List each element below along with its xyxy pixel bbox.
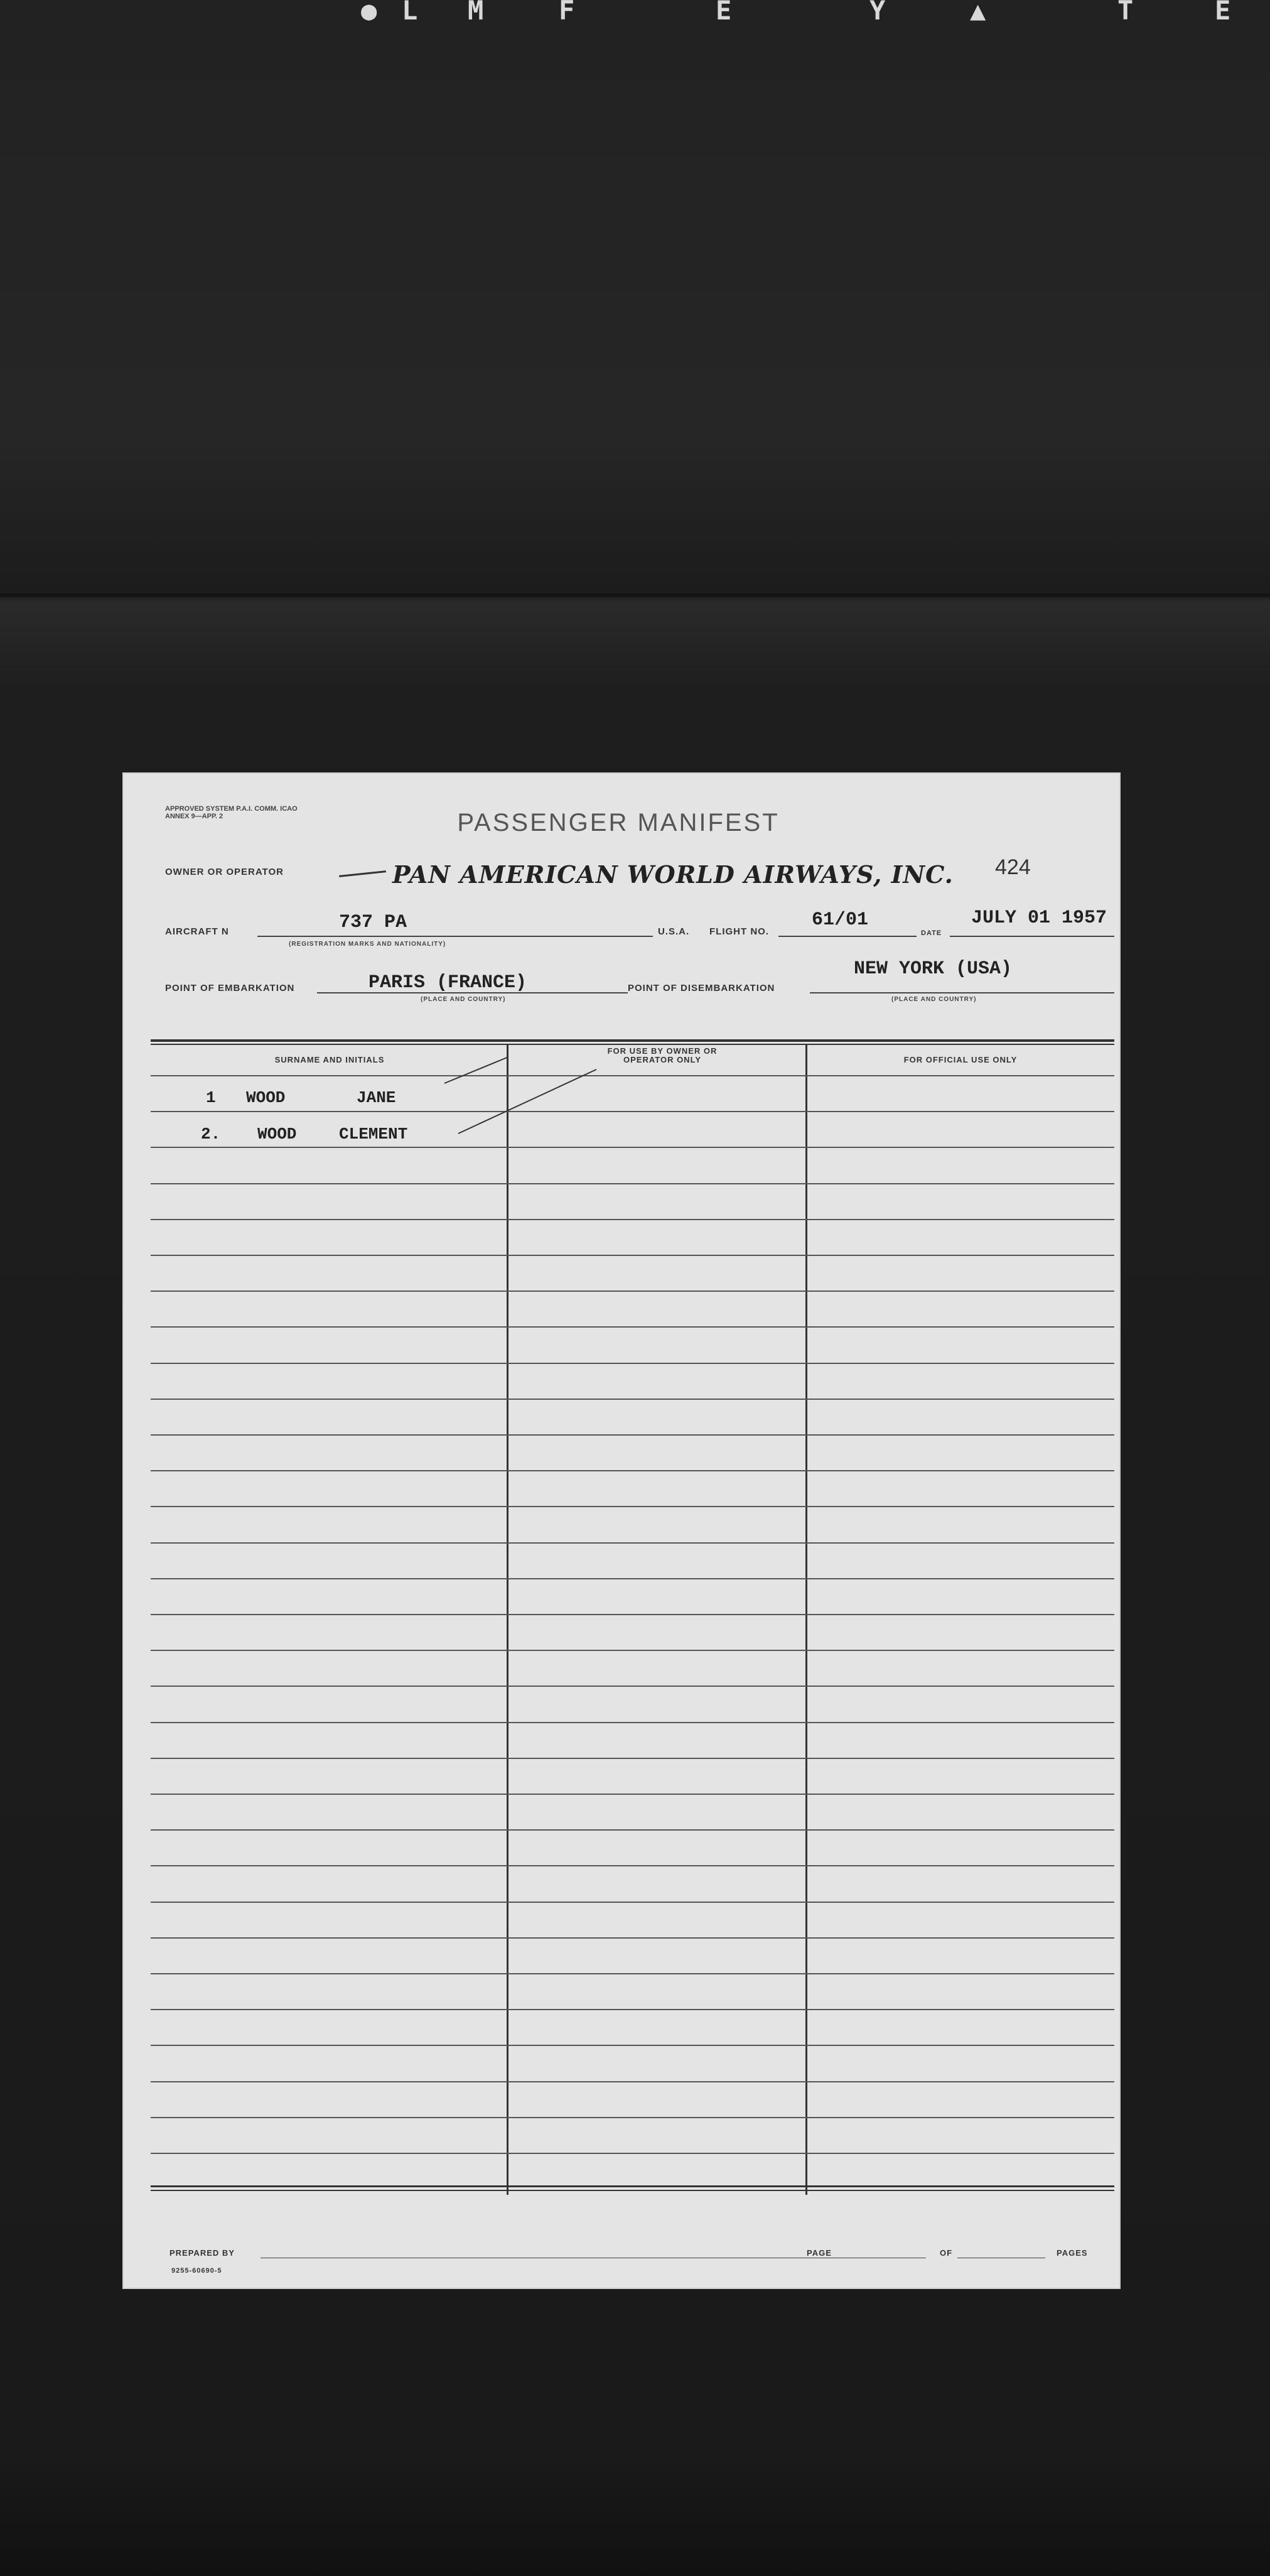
owner-label: OWNER OR OPERATOR: [165, 867, 284, 877]
pen-marks: [151, 1039, 1114, 1165]
table-row-line: [151, 1937, 1114, 1939]
flight-label: FLIGHT NO.: [709, 926, 769, 937]
page-label: PAGE: [807, 2248, 832, 2258]
table-bottom-rule-2: [151, 2190, 1114, 2191]
column-header-surname: SURNAME AND INITIALS: [274, 1055, 385, 1064]
column-header-owner: FOR USE BY OWNER OR OPERATOR ONLY: [607, 1046, 718, 1064]
passenger-surname: WOOD: [246, 1088, 286, 1107]
passenger-given-name: CLEMENT: [339, 1125, 408, 1144]
usa-label: U.S.A.: [658, 926, 690, 937]
film-seam: [0, 593, 1270, 597]
form-code: 9255-60690-5: [171, 2267, 222, 2275]
film-edge-mark: M: [468, 0, 484, 26]
date-label: DATE: [921, 929, 942, 937]
table-row-line: [151, 1722, 1114, 1723]
table-row-line: [151, 1973, 1114, 1974]
embarkation-label: POINT OF EMBARKATION: [165, 983, 295, 993]
film-edge-mark: ●: [361, 0, 377, 26]
table-row-line: [151, 1542, 1114, 1544]
table-row-line: [151, 1255, 1114, 1256]
film-edge-mark: ▲: [970, 0, 986, 26]
table-row-line: [151, 1650, 1114, 1651]
passenger-surname: WOOD: [257, 1125, 297, 1144]
film-edge-mark: L: [402, 0, 418, 26]
aircraft-value: 737 PA: [339, 912, 407, 933]
table-row-line: [151, 1326, 1114, 1328]
column-divider-2: [805, 1044, 807, 2195]
table-row-line: [151, 1434, 1114, 1436]
table-row-line: [151, 1399, 1114, 1400]
column-divider-1: [507, 1044, 509, 2195]
of-label: OF: [940, 2248, 953, 2258]
film-edge-mark: F: [559, 0, 575, 26]
film-edge-mark: T: [1117, 0, 1134, 26]
aircraft-underline: [257, 936, 653, 937]
table-bottom-rule: [151, 2185, 1114, 2187]
film-edge-mark: E: [1215, 0, 1231, 26]
table-row-line: [151, 1291, 1114, 1292]
table-row-line: [151, 2009, 1114, 2010]
table-row-line: [151, 2153, 1114, 2154]
flight-underline: [778, 936, 917, 937]
page-title: PASSENGER MANIFEST: [457, 809, 780, 836]
embarkation-value: PARIS (FRANCE): [369, 972, 527, 993]
disembarkation-caption: (PLACE AND COUNTRY): [891, 996, 977, 1003]
table-row-line: [151, 2081, 1114, 2082]
registration-caption: (REGISTRATION MARKS AND NATIONALITY): [289, 941, 446, 948]
disembarkation-label: POINT OF DISEMBARKATION: [628, 983, 775, 993]
table-row-line: [151, 1614, 1114, 1615]
embarkation-caption: (PLACE AND COUNTRY): [421, 996, 506, 1003]
passenger-given-name: JANE: [357, 1088, 396, 1107]
film-edge-mark: Y: [869, 0, 886, 26]
pen-mark: [458, 1069, 596, 1134]
table-row-line: [151, 1183, 1114, 1184]
disembarkation-underline: [810, 992, 1114, 993]
column-header-official: FOR OFFICIAL USE ONLY: [903, 1055, 1018, 1064]
disembarkation-value: NEW YORK (USA): [854, 958, 1013, 980]
approval-note: APPROVED SYSTEM P.A.I. COMM. ICAO ANNEX 9—APP. 2: [165, 805, 298, 820]
table-row-line: [151, 1219, 1114, 1220]
passenger-table: [151, 1039, 1114, 2195]
owner-dash: [339, 870, 386, 877]
row-number: 1: [206, 1088, 216, 1107]
table-row-line: [151, 1865, 1114, 1866]
prepared-by-label: PREPARED BY: [170, 2248, 235, 2258]
table-row-line: [151, 2045, 1114, 2046]
table-row-line: [151, 1829, 1114, 1831]
pages-label: PAGES: [1057, 2248, 1088, 2258]
table-row-line: [151, 1506, 1114, 1507]
table-row-line: [151, 1794, 1114, 1795]
table-row-line: [151, 1470, 1114, 1471]
table-row-line: [151, 2117, 1114, 2118]
manifest-sheet: [122, 772, 1121, 2289]
table-row-line: [151, 1902, 1114, 1903]
page-number: 424: [995, 855, 1031, 879]
pen-mark: [444, 1057, 509, 1083]
table-row-line: [151, 1686, 1114, 1687]
owner-value: PAN AMERICAN WORLD AIRWAYS, INC.: [392, 860, 954, 889]
film-edge-mark: E: [716, 0, 732, 26]
table-row-line: [151, 1758, 1114, 1759]
table-row-line: [151, 1363, 1114, 1364]
aircraft-label: AIRCRAFT N: [165, 926, 229, 937]
flight-value: 61/01: [812, 909, 869, 931]
date-underline: [950, 936, 1114, 937]
film-edge-markings: [0, 0, 1270, 38]
table-row-line: [151, 1578, 1114, 1579]
date-value: JULY 01 1957: [971, 907, 1107, 929]
row-number: 2.: [201, 1125, 221, 1144]
